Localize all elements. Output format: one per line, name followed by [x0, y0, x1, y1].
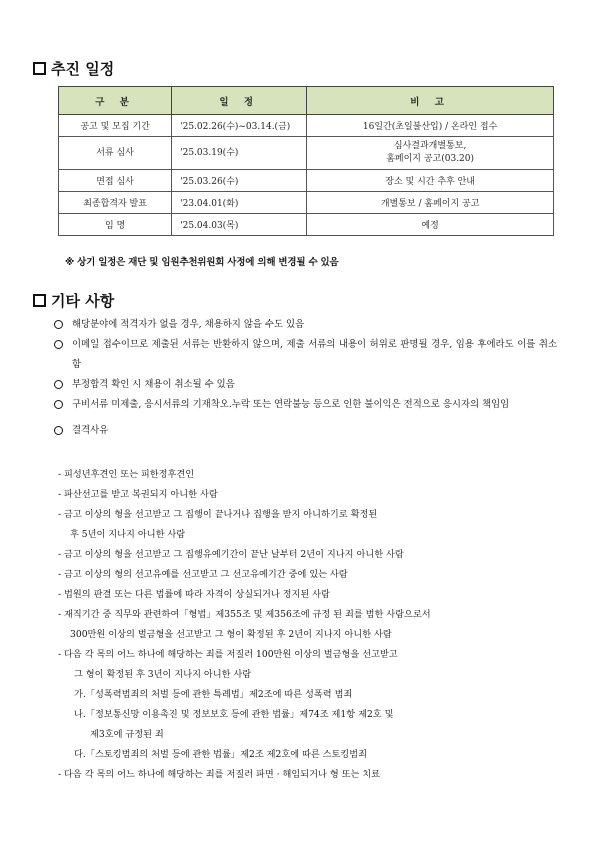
disqualification-list — [58, 465, 558, 785]
cell-date: '25.02.26(수)~03.14.(금) — [172, 115, 307, 137]
cell-date: '23.04.01(화) — [172, 192, 307, 214]
circle-bullet-icon — [54, 426, 63, 435]
schedule-table — [58, 86, 554, 236]
other-section-title: 기타 사항 — [51, 292, 115, 310]
table-row — [59, 137, 554, 170]
checkbox-square-icon — [33, 294, 46, 307]
cell-remark — [307, 137, 554, 170]
disqualification-line: - 다음 각 목의 어느 하나에 해당하는 죄를 저질러 파면 · 해임되거나 형 또는 치료 — [58, 769, 381, 780]
circle-bullet-icon — [54, 400, 63, 409]
schedule-note: ※ 상기 일정은 재단 및 임원추천위원회 사정에 의해 변경될 수 있음 — [65, 257, 339, 268]
schedule-section-title: 추진 일정 — [51, 60, 115, 78]
list-item-text: 이메일 접수이므로 제출된 서류는 반환하지 않으며, 제출 서류의 내용이 허위로 판명될 경우, 임용 후에라도 이를 취소함 — [72, 339, 557, 370]
cell-date: '25.03.19(수) — [172, 137, 307, 170]
disqualification-line: 후 5년이 지나지 아니한 사람 — [70, 529, 186, 540]
other-items-list — [52, 315, 557, 441]
cell-remark: 16일간(초일불산입) / 온라인 접수 — [307, 115, 554, 137]
header-date: 일 정 — [172, 87, 307, 115]
table-row — [59, 170, 554, 192]
disqualification-line: 나.「정보통신망 이용촉진 및 정보보호 등에 관한 법률」제74조 제1항 제2호 및 — [74, 709, 394, 720]
cell-category: 서류 심사 — [59, 137, 172, 170]
disqualification-line: - 피성년후견인 또는 피한정후견인 — [58, 469, 195, 480]
disqualification-line: 다.「스토킹범죄의 처벌 등에 관한 법률」제2조 제2호에 따른 스토킹범죄 — [74, 749, 368, 760]
cell-category: 임 명 — [59, 214, 172, 236]
list-item-text: 해당분야에 적격자가 없을 경우, 채용하지 않을 수도 있음 — [72, 319, 305, 330]
table-row — [59, 192, 554, 214]
disqualification-line: 300만원 이상의 벌금형을 선고받고 그 형이 확정된 후 2년이 지나지 아니한 사람 — [70, 629, 392, 640]
cell-date: '25.03.26(수) — [172, 170, 307, 192]
cell-date: '25.04.03(목) — [172, 214, 307, 236]
schedule-header-row — [59, 87, 554, 115]
cell-category: 면접 심사 — [59, 170, 172, 192]
list-item-text: 결격사유 — [72, 425, 109, 436]
header-category: 구 분 — [59, 87, 172, 115]
list-item — [52, 335, 557, 375]
circle-bullet-icon — [54, 380, 63, 389]
checkbox-square-icon — [33, 62, 46, 75]
cell-remark-line: 심사결과개별통보, — [393, 141, 467, 151]
disqualification-line: - 금고 이상의 형의 선고유예를 선고받고 그 선고유예기간 중에 있는 사람 — [58, 569, 348, 580]
other-section-heading — [33, 290, 114, 311]
header-remark: 비 고 — [307, 87, 554, 115]
list-item — [52, 375, 557, 395]
disqualification-line: 가.「성폭력범죄의 처벌 등에 관한 특례법」제2조에 따른 성폭력 범죄 — [74, 689, 353, 700]
disqualification-line: - 재직기간 중 직무와 관련하여「형법」제355조 및 제356조에 규정 된 죄를 범한 사람으로서 — [58, 609, 431, 620]
cell-remark-line: 홈페이지 공고(03.20) — [386, 154, 475, 164]
list-item — [52, 315, 557, 335]
cell-remark: 예정 — [307, 214, 554, 236]
cell-remark: 개별통보 / 홈페이지 공고 — [307, 192, 554, 214]
list-item-text: 구비서류 미제출, 응시서류의 기재착오.누락 또는 연락불능 등으로 인한 불이익은 전적으로 응시자의 책임임 — [72, 399, 510, 410]
circle-bullet-icon — [54, 320, 63, 329]
list-item-text: 부정합격 확인 시 채용이 취소될 수 있음 — [72, 379, 235, 390]
table-row — [59, 214, 554, 236]
disqualification-line: 제3호에 규정된 죄 — [90, 729, 164, 740]
list-item — [52, 421, 557, 441]
schedule-section-heading — [33, 58, 114, 79]
disqualification-line: - 금고 이상의 형을 선고받고 그 집행이 끝나거나 집행을 받지 아니하기로 확정된 — [58, 509, 378, 520]
cell-category: 최종합격자 발표 — [59, 192, 172, 214]
table-row — [59, 115, 554, 137]
list-item — [52, 395, 557, 415]
circle-bullet-icon — [54, 340, 63, 349]
disqualification-line: - 법원의 판결 또는 다른 법률에 따라 자격이 상실되거나 정지된 사람 — [58, 589, 330, 600]
disqualification-line: 그 형이 확정된 후 3년이 지나지 아니한 사람 — [74, 669, 252, 680]
disqualification-line: - 금고 이상의 형을 선고받고 그 집행유예기간이 끝난 날부터 2년이 지나지 아니한 사람 — [58, 549, 404, 560]
cell-category: 공고 및 모집 기간 — [59, 115, 172, 137]
disqualification-line: - 다음 각 목의 어느 하나에 해당하는 죄를 저질러 100만원 이상의 벌금형을 선고받고 — [58, 649, 398, 660]
cell-remark: 장소 및 시간 추후 안내 — [307, 170, 554, 192]
disqualification-line: - 파산선고를 받고 복권되지 아니한 사람 — [58, 489, 218, 500]
